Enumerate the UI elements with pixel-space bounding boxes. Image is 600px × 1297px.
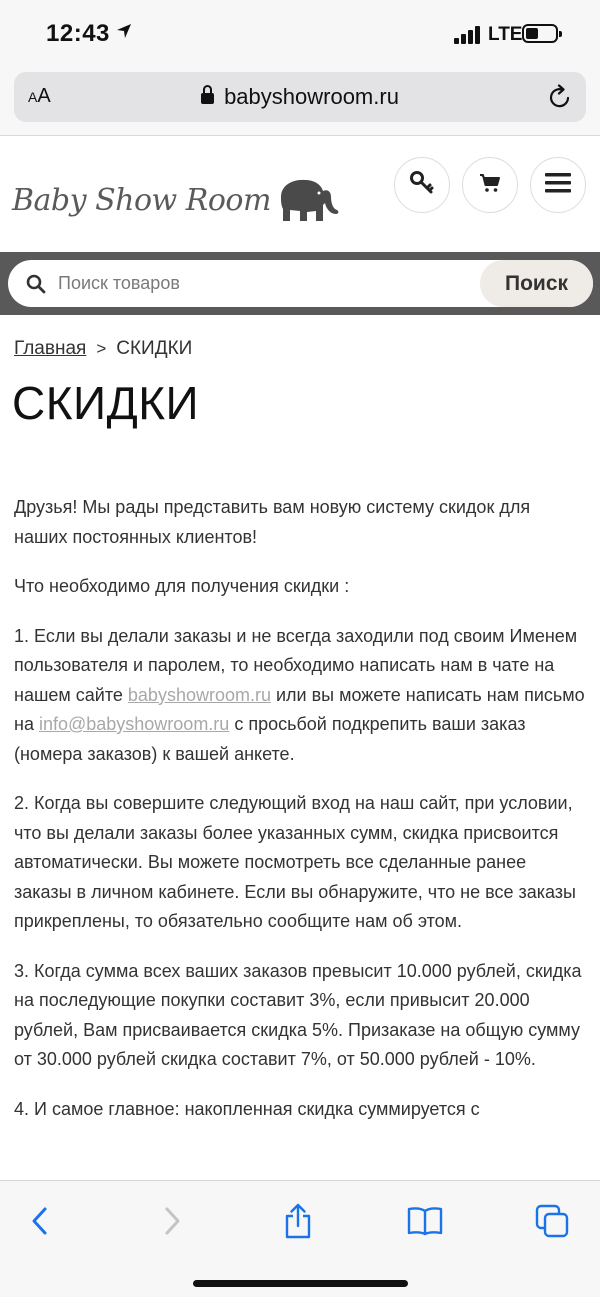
breadcrumb-current: СКИДКИ (116, 338, 193, 359)
browser-address-area (0, 64, 600, 136)
item-2-paragraph: 2. Когда вы совершите следующий вход на наш сайт, при условии, что вы делали заказы более указанных сумм, скидка присвоится автоматически. Вы можете посмотреть все сделанные ранее заказы в личном кабинете. Если вы обнаружите, что не все заказы прикреплены, то обязательно сообщите нам об этом. (14, 793, 576, 931)
text-size-small: A (28, 89, 38, 105)
network-type: LTE (488, 24, 523, 45)
browser-toolbar (0, 1180, 600, 1297)
back-button[interactable] (18, 1201, 62, 1245)
url-text: babyshowroom.ru (224, 84, 399, 109)
cart-button[interactable] (462, 157, 518, 213)
item-1-paragraph (14, 622, 586, 770)
cart-icon (479, 173, 501, 198)
lock-icon (201, 93, 214, 104)
cellular-signal-icon (454, 26, 484, 44)
search-icon (26, 274, 46, 299)
item-4-paragraph: 4. И самое главное: накопленная скидка суммируется с (14, 1098, 480, 1119)
chevron-left-icon (30, 1206, 50, 1241)
search-strip (0, 252, 600, 315)
text-size-large: A (37, 85, 51, 107)
site-link[interactable]: babyshowroom.ru (127, 684, 271, 705)
page-content (14, 493, 586, 1144)
url-display[interactable] (14, 84, 586, 110)
tabs-icon (535, 1204, 569, 1243)
location-arrow-icon (116, 23, 132, 44)
hamburger-icon (545, 172, 571, 199)
book-icon (407, 1206, 443, 1241)
home-indicator[interactable] (193, 1280, 408, 1287)
breadcrumb (14, 338, 192, 360)
item-1-text-a: 1. Если вы делали заказы и не всегда заходили под своим Именем пользователя и паролем, то необходимо написать нам в чате на нашем сайте (14, 625, 578, 705)
breadcrumb-home-link[interactable]: Главная (14, 338, 87, 359)
elephant-logo-icon (275, 177, 341, 223)
login-button[interactable] (394, 157, 450, 213)
intro-paragraph: Друзья! Мы рады представить вам новую систему скидок для наших постоянных клиентов! (14, 497, 531, 547)
bookmarks-button[interactable] (403, 1201, 447, 1245)
reload-icon[interactable] (548, 84, 572, 110)
site-header (0, 137, 600, 252)
share-button[interactable] (276, 1201, 320, 1245)
logo-text: Baby Show Room (12, 182, 271, 218)
email-link[interactable]: info@babyshowroom.ru (38, 714, 230, 734)
search-input[interactable] (56, 260, 476, 307)
site-logo[interactable] (12, 165, 341, 235)
breadcrumb-separator: > (96, 339, 107, 358)
search-button[interactable]: Поиск (480, 260, 593, 307)
key-icon (409, 170, 435, 201)
tabs-button[interactable] (530, 1201, 574, 1245)
clock: 12:43 (46, 20, 110, 47)
share-icon (283, 1203, 313, 1244)
chevron-right-icon (162, 1206, 182, 1241)
forward-button[interactable] (150, 1201, 194, 1245)
item-3-paragraph: 3. Когда сумма всех ваших заказов превысит 10.000 рублей, скидка на последующие покупки составит 3%, если привысит 20.000 рублей, Вам присваивается скидка 5%. Призаказе на общую сумму от 30.000 рублей скидка составит 7%, от 50.000 рублей - 10%. (14, 960, 582, 1069)
search-form (8, 260, 593, 307)
status-time (46, 20, 132, 48)
item-1-text-c: с просьбой подкрепить ваши заказ (номера заказов) к вашей анкете. (14, 714, 526, 764)
address-bar[interactable] (14, 72, 586, 122)
item-1-text-b: или вы можете написать нам письмо на (14, 684, 585, 734)
status-bar (0, 0, 600, 64)
requirements-heading: Что необходимо для получения скидки : (14, 576, 350, 596)
page-title: СКИДКИ (12, 377, 200, 429)
battery-icon (522, 24, 558, 43)
menu-button[interactable] (530, 157, 586, 213)
